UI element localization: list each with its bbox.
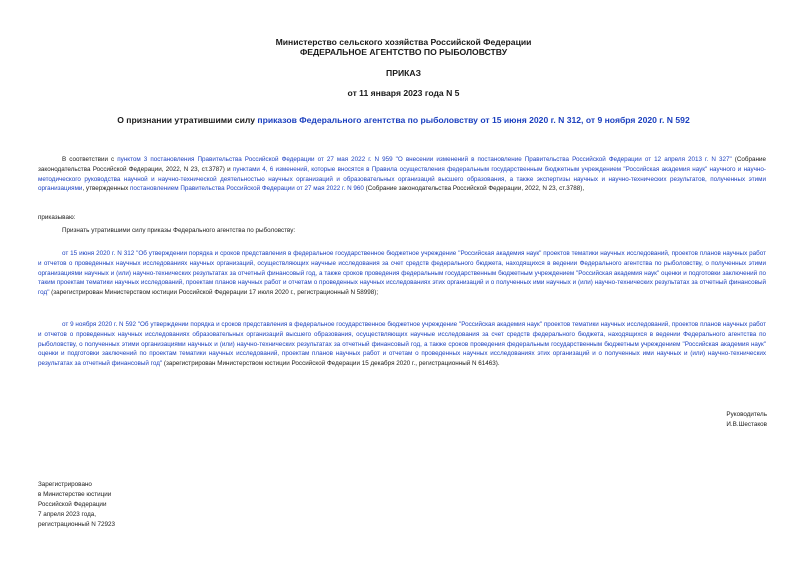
- preamble-paragraph: [38, 155, 766, 194]
- preamble-text-2: (Собрание законодательства Российской Федерации, 2022, N 23, ст.3787) и: [38, 156, 766, 173]
- ministry-heading: Министерство сельского хозяйства Российской Федерации: [275, 37, 532, 47]
- registration-line: Российской Федерации: [38, 501, 107, 508]
- registration-line: регистрационный N 72923: [38, 521, 116, 528]
- preamble-text-4: (Собрание законодательства Российской Федерации, 2022, N 23, ст.3788),: [363, 185, 585, 193]
- order-item-2: [38, 320, 766, 369]
- preamble-text-1: В соответствии с: [62, 156, 118, 163]
- order-item-2-link[interactable]: от 9 ноября 2020 г. N 592 "Об утверждении порядка и сроков представления в федеральное государственное бюджетное учреждение "Российская академия наук" проектов тематики научных исследований, проектов планов научных работ и отчетов о проведенных научных исследованиях образовательных организаций высшего образования, осуществляющих научные исследования за счет средств федерального бюджета, находящихся в ведении Федерального агентства по рыболовству, о полученных этими организациями научных и (или) научно-технических результатах за отчетный финансовый год, а также сроков проведения федеральным государственным бюджетным учреждением "Российская академия наук" оценки и подготовки заключений по проектам тематики научных исследований, проектам планов научных работ и отчетам о проведенных научных исследованиях этих организаций и о полученных ими научных и (или) научно-технических результатах за отчетный финансовый год": [38, 321, 766, 368]
- signature-position: Руководитель: [726, 411, 767, 418]
- order-item-1-text: (зарегистрирован Министерством юстиции Российской Федерации 17 июля 2020 г., регистрационный N 58998);: [49, 289, 379, 297]
- doc-date-heading: от 11 января 2023 года N 5: [347, 88, 460, 98]
- doc-type-heading: ПРИКАЗ: [386, 68, 421, 78]
- agency-heading: ФЕДЕРАЛЬНОЕ АГЕНТСТВО ПО РЫБОЛОВСТВУ: [299, 47, 508, 57]
- registration-line: в Министерстве юстиции: [38, 491, 112, 498]
- preamble-link-3[interactable]: постановлением Правительства Российской Федерации от 27 мая 2022 г. N 960: [130, 185, 364, 193]
- signature-name: И.В.Шестаков: [726, 421, 767, 428]
- order-item-1-link[interactable]: от 15 июня 2020 г. N 312 "Об утверждении порядка и сроков представления в федеральное государственное бюджетное учреждение "Российская академия наук" проектов тематики научных исследований, проектов планов научных работ и отчетов о проведенных научных исследованиях научных организаций, осуществляющих научные исследования за счет средств федерального бюджета, находящихся в ведении Федерального агентства по рыболовству, о полученных этими организациями научных и (или) научно-технических результатах за отчетный финансовый год, а также сроков проведения федеральным государственным бюджетным учреждением "Российская академия наук" оценки и подготовки заключений по таким проектам тематики научных исследований, проектам планов научных работ и отчетам о проведенных научных исследованиях этих организаций и о полученных ими научных и (или) научно-технических результатах за отчетный финансовый год": [38, 250, 766, 297]
- order-item-1: [38, 249, 766, 298]
- order-word: приказываю:: [38, 214, 76, 221]
- preamble-link-1[interactable]: пунктом 3 постановления Правительства Российской Федерации от 27 мая 2022 г. N 959 "О внесении изменений в постановление Правительства Российской Федерации от 12 апреля 2013 г. N 327": [117, 156, 732, 163]
- preamble-link-2[interactable]: пунктами 4, 6 изменений, которые вносятся в Правила осуществления федеральным государственным бюджетным учреждением "Российская академия наук" научного и научно-методического руководства научной и научно-технической деятельностью научных организаций и образовательных организаций высшего образования, а также экспертизы научных и научно-технических результатов, полученных этими организациями: [38, 165, 766, 193]
- order-item-2-text: (зарегистрирован Министерством юстиции Российской Федерации 15 декабря 2020 г., регистрационный N 61463).: [162, 360, 500, 368]
- preamble-text-3: , утвержденных: [82, 185, 131, 193]
- registration-line: Зарегистрировано: [38, 481, 92, 488]
- registration-line: 7 апреля 2023 года,: [38, 511, 96, 518]
- order-intro: Признать утратившими силу приказы Федерального агентства по рыболовству:: [62, 227, 296, 234]
- doc-title-prefix: О признании утратившими силу: [117, 115, 258, 125]
- doc-title: [0, 115, 807, 125]
- doc-title-link[interactable]: приказов Федерального агентства по рыболовству от 15 июня 2020 г. N 312, от 9 ноября 2020 г. N 592: [257, 115, 690, 125]
